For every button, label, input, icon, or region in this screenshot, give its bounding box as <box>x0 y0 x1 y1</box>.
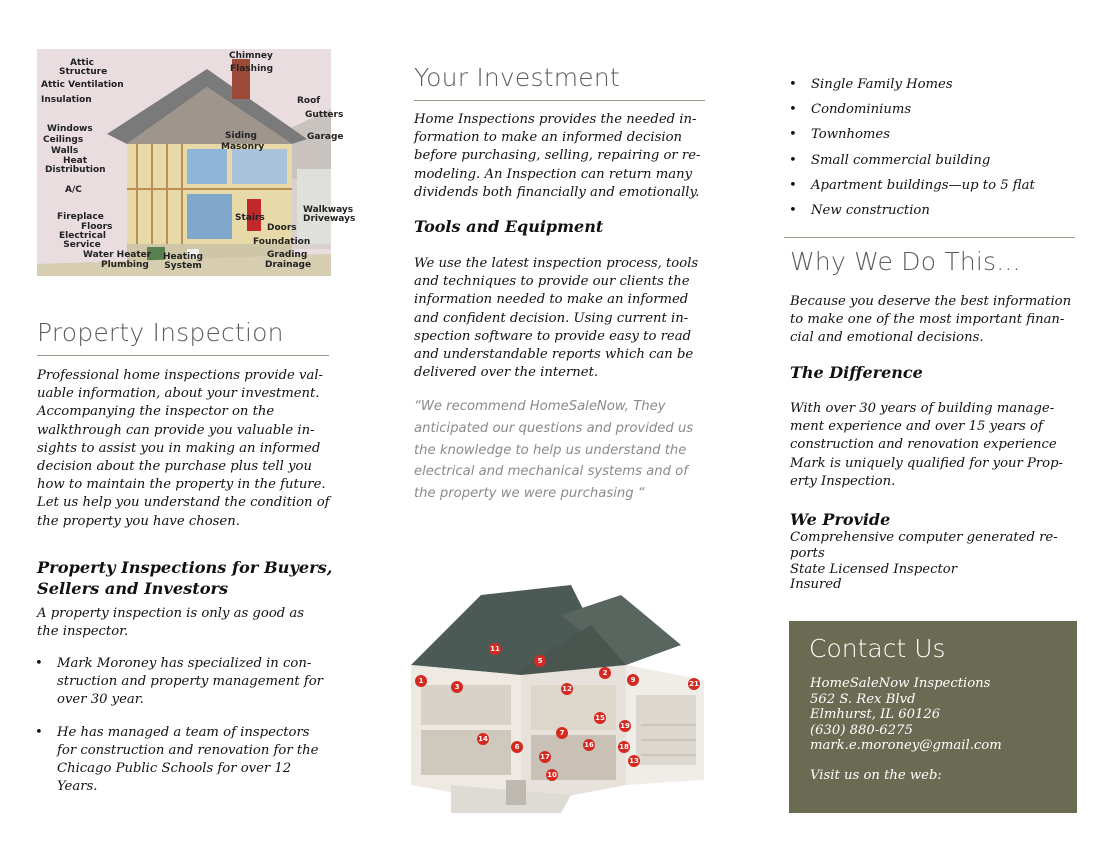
testimonial-quote: “We recommend HomeSaleNow, They anticipated our questions and provided us the knowledge to help us understand the electrical and mechanical systems and of the property we were purchasing “ <box>414 399 694 502</box>
list-item: • Apartment buildings—up to 5 flat <box>789 173 1079 198</box>
label-heating-system: Heating System <box>163 252 203 271</box>
contact-street: 562 S. Rex Blvd <box>810 691 916 707</box>
house-markers <box>411 585 704 813</box>
label-grading: Grading <box>267 250 308 260</box>
list-item: • Mark Moroney has specialized in con-struction and property management for over 30 year. <box>35 655 323 710</box>
list-item: State Licensed Inspector <box>790 561 958 577</box>
marker: 17 <box>540 753 550 761</box>
label-foundation: Foundation <box>253 237 311 247</box>
label-plumbing: Plumbing <box>101 260 149 270</box>
list-item: • He has managed a team of inspectors for construction and renovation for the Chicago Public Schools for over 12 Years. <box>35 724 323 797</box>
marker: 7 <box>556 727 568 739</box>
marker: 15 <box>595 714 605 722</box>
marker: 11 <box>490 645 500 653</box>
list-item: • Condominiums <box>789 97 1079 122</box>
marker: 13 <box>629 757 639 765</box>
label-insulation: Insulation <box>41 95 92 105</box>
label-attic-structure: Attic Structure <box>59 58 108 77</box>
buyers-subheading-line2: Sellers and Investors <box>37 579 229 598</box>
buyers-sellers-subheading <box>37 557 337 599</box>
label-roof: Roof <box>297 96 321 106</box>
marker: 10 <box>547 771 557 779</box>
inspector-intro: A property inspection is only as good as the inspector. <box>37 606 305 640</box>
we-provide-list <box>790 530 1068 593</box>
buyers-subheading-line1: Property Inspections for Buyers, <box>37 558 333 577</box>
marker: 19 <box>620 722 630 730</box>
marker: 9 <box>627 674 639 686</box>
marker: 18 <box>619 743 629 751</box>
marker: 1 <box>415 675 427 687</box>
your-investment-heading: Your Investment <box>414 63 620 92</box>
difference-paragraph: With over 30 years of building manage-ment experience and over 15 years of construction and renovation experience Mark is uniquely qualified for your Prop-erty Inspection. <box>790 401 1064 489</box>
property-inspection-paragraph: Professional home inspections provide val-uable information, about your investment. Accompanying the inspector on the walkthrough can provide you valuable in-sights to assist you in making an informed decision about the purchase plus tell you how to maintain the property in the future. Let us help you understand the condition of the property you have chosen. <box>37 368 330 529</box>
label-ceilings: Ceilings <box>43 135 84 145</box>
property-types-list <box>789 72 1079 223</box>
difference-heading: The Difference <box>790 363 923 382</box>
marker: 3 <box>451 681 463 693</box>
marker: 5 <box>534 655 546 667</box>
why-top-rule <box>784 237 1075 238</box>
inspector-bullets <box>35 655 323 796</box>
label-electrical-service: Electrical Service <box>59 231 106 250</box>
your-investment-paragraph: Home Inspections provides the needed in-formation to make an informed decision before purchasing, selling, repairing or re-modeling. An Inspection can return many dividends both financially and emotionally. <box>414 112 701 200</box>
contact-heading: Contact Us <box>809 634 946 663</box>
why-we-do-this-paragraph: Because you deserve the best information to make one of the most important finan-cial and emotional decisions. <box>790 294 1072 346</box>
list-item: • Small commercial building <box>789 148 1079 173</box>
list-item: • Townhomes <box>789 122 1079 147</box>
label-stairs: Stairs <box>235 213 265 223</box>
list-item: Insured <box>790 577 842 593</box>
label-water-heater: Water Heater <box>83 250 152 260</box>
tools-equipment-heading: Tools and Equipment <box>414 217 604 236</box>
list-item: • New construction <box>789 198 1079 223</box>
we-provide-heading: We Provide <box>790 510 891 529</box>
label-doors: Doors <box>267 223 297 233</box>
contact-city: Elmhurst, IL 60126 <box>810 707 941 722</box>
contact-details <box>810 676 1002 783</box>
marker: 12 <box>562 685 572 693</box>
your-investment-rule <box>414 100 705 101</box>
tools-equipment-paragraph: We use the latest inspection process, tools and techniques to provide our clients the information needed to make an informed and confident decision. Using current in-spection software to provide easy to read and understandable reports which can be delivered over the internet. <box>414 256 699 381</box>
why-we-do-this-heading: Why We Do This... <box>790 247 1021 276</box>
label-fireplace: Fireplace <box>57 212 104 222</box>
marker: 21 <box>689 680 699 688</box>
label-gutters: Gutters <box>305 110 344 120</box>
property-inspection-heading: Property Inspection <box>37 318 284 347</box>
marker: 6 <box>511 741 523 753</box>
house-3d-image <box>411 585 704 813</box>
contact-company: HomeSaleNow Inspections <box>810 676 991 691</box>
label-garage: Garage <box>307 132 344 142</box>
label-attic-ventilation: Attic Ventilation <box>41 80 124 90</box>
list-item: Comprehensive computer generated re-ports <box>790 530 1058 561</box>
contact-phone: (630) 880-6275 <box>810 722 913 738</box>
cutaway-labels <box>37 49 356 276</box>
marker: 2 <box>599 667 611 679</box>
property-inspection-rule <box>37 355 329 356</box>
contact-box <box>789 621 1077 813</box>
label-ac: A/C <box>65 185 82 195</box>
label-walls: Walls <box>51 146 79 156</box>
marker: 16 <box>584 741 594 749</box>
house-cutaway-image <box>37 49 356 276</box>
label-siding: Siding <box>225 131 257 141</box>
label-windows: Windows <box>47 124 93 134</box>
label-heat-distribution: Heat Distribution <box>45 156 106 175</box>
label-floors: Floors <box>81 222 113 232</box>
label-chimney: Chimney <box>229 51 273 61</box>
list-item: • Single Family Homes <box>789 72 1079 97</box>
label-walkways: Walkways Driveways <box>303 205 356 224</box>
contact-web-label: Visit us on the web: <box>810 767 942 783</box>
marker: 14 <box>478 735 488 743</box>
label-masonry: Masonry <box>221 142 265 152</box>
contact-email[interactable]: mark.e.moroney@gmail.com <box>810 738 1002 753</box>
label-flashing: Flashing <box>230 64 274 74</box>
label-drainage: Drainage <box>265 260 312 270</box>
